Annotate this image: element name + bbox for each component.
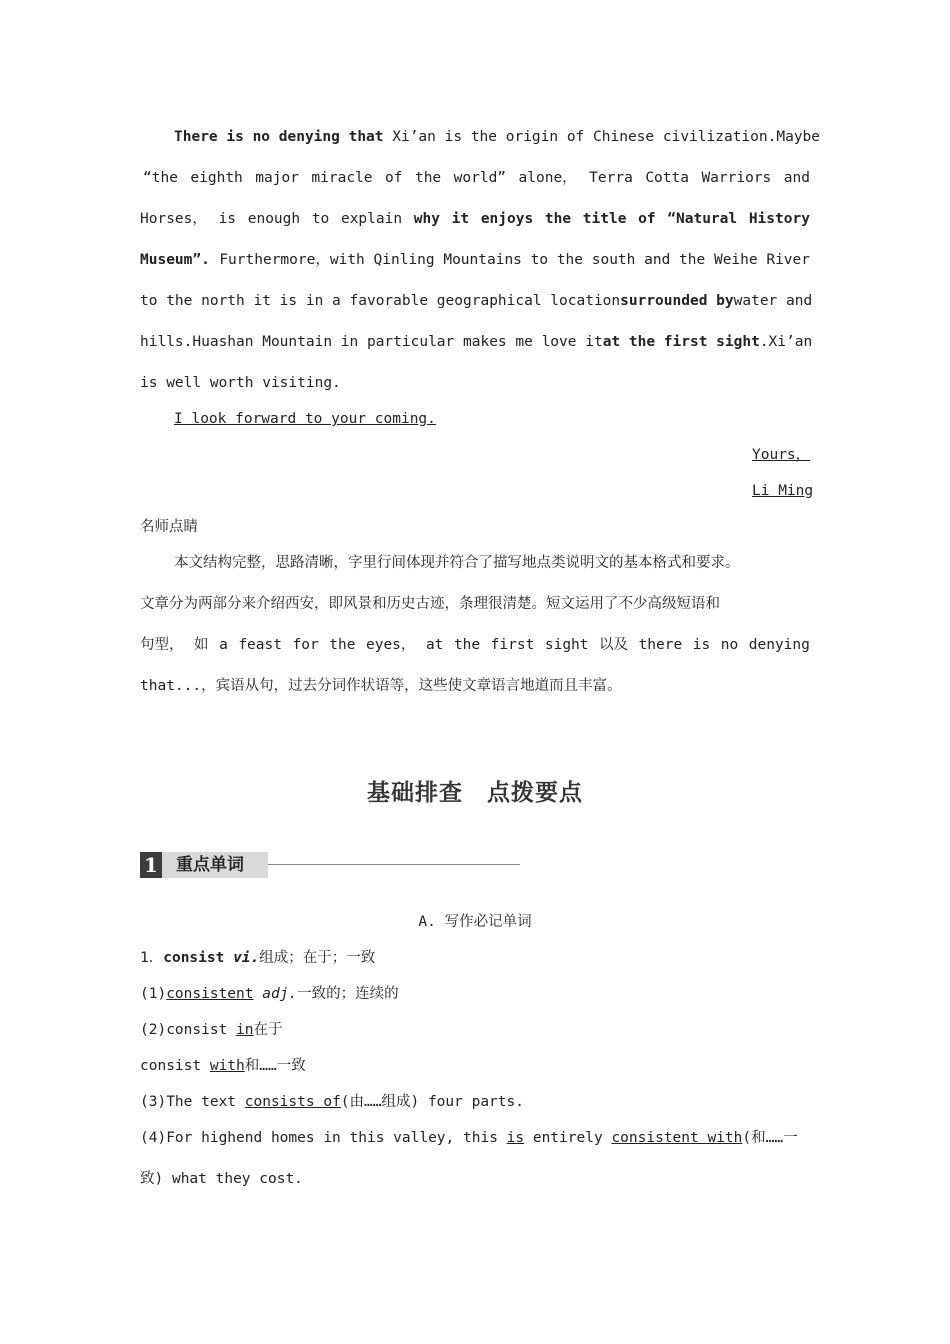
word: the bbox=[453, 637, 481, 653]
word: Cotta bbox=[645, 170, 689, 186]
word: no bbox=[720, 637, 739, 653]
word: the bbox=[544, 211, 572, 227]
word: why bbox=[413, 211, 440, 227]
section-heading: 基础排查 点拨要点 bbox=[367, 780, 583, 806]
word: denying bbox=[748, 637, 810, 653]
answer-blank: consists of bbox=[244, 1094, 341, 1110]
letter-line-4: Museum”. Furthermore，with Qinling Mountains to the south and the Weihe River bbox=[140, 252, 810, 268]
word: enough bbox=[247, 211, 301, 227]
letter-line-7: is well worth visiting. bbox=[140, 375, 341, 391]
word: to bbox=[311, 211, 330, 227]
word: for bbox=[292, 637, 319, 653]
headword: consist bbox=[163, 950, 225, 966]
word: the bbox=[414, 170, 442, 186]
commentary-line-4: that...，宾语从句，过去分词作状语等，这些使文章语言地道而且丰富。 bbox=[140, 678, 622, 694]
answer-blank: consistent with bbox=[611, 1130, 743, 1146]
word: History bbox=[748, 211, 810, 227]
phrase-museum: Museum”. bbox=[140, 252, 210, 268]
letter-line-3 bbox=[140, 209, 810, 229]
word: is bbox=[218, 211, 237, 227]
word: explain bbox=[340, 211, 403, 227]
letter-yours: Yours， bbox=[752, 447, 811, 463]
part-of-speech: vi. bbox=[233, 950, 260, 966]
word: “the bbox=[143, 170, 178, 186]
commentary-line-3 bbox=[140, 635, 810, 655]
section-number: 1 bbox=[140, 852, 162, 878]
letter-line-5: to the north it is in a favorable geographical location surrounded by water and bbox=[140, 293, 813, 309]
letter-signature: Li Ming bbox=[752, 483, 814, 499]
word: the bbox=[329, 637, 356, 653]
word: a bbox=[219, 637, 228, 653]
word: it bbox=[451, 211, 470, 227]
word: feast bbox=[238, 637, 282, 653]
letter-line-2 bbox=[143, 168, 810, 188]
word: alone， bbox=[518, 170, 577, 186]
vocab-item-1: 1．consist vi.组成；在于；一致 bbox=[140, 950, 376, 966]
word: miracle bbox=[311, 170, 373, 186]
word: world” bbox=[453, 170, 507, 186]
vocab-sub-4: (4)For highend homes in this valley, this is entirely consistent with(和……一 bbox=[140, 1130, 798, 1146]
vocab-sub-1: (1)consistent adj.一致的；连续的 bbox=[140, 986, 399, 1002]
commentary-line-2: 文章分为两部分来介绍西安，即风景和历史古迹，条理很清楚。短文运用了不少高级短语和 bbox=[140, 596, 720, 612]
word: Horses， bbox=[140, 211, 207, 227]
commentary-title: 名师点睛 bbox=[140, 519, 198, 535]
word: of bbox=[638, 211, 656, 227]
word: of bbox=[385, 170, 403, 186]
letter-line-6: hills.Huashan Mountain in particular makes me love it at the first sight.Xi’an bbox=[140, 334, 813, 350]
answer-blank: in bbox=[236, 1022, 254, 1038]
answer-blank: is bbox=[506, 1130, 525, 1146]
letter-line-1: There is no denying that Xi’an is the origin of Chinese civilization.Maybe bbox=[174, 129, 821, 145]
vocab-sub-2: (2)consist in在于 bbox=[140, 1022, 283, 1038]
word: is bbox=[692, 637, 711, 653]
word: sight bbox=[544, 637, 589, 653]
answer-blank: with bbox=[209, 1058, 245, 1074]
word: Warriors bbox=[701, 170, 772, 186]
word: major bbox=[255, 170, 299, 186]
word: 如 bbox=[194, 637, 209, 653]
word: there bbox=[638, 637, 683, 653]
word: eighth bbox=[190, 170, 243, 186]
word: 以及 bbox=[599, 637, 629, 653]
word: and bbox=[783, 170, 810, 186]
letter-closing: I look forward to your coming. bbox=[174, 411, 436, 427]
phrase-surrounded-by: surrounded by bbox=[620, 293, 734, 309]
word: “Natural bbox=[667, 211, 738, 227]
word: title bbox=[582, 211, 627, 227]
vocab-sub-2b: consist with和……一致 bbox=[140, 1058, 306, 1074]
answer-blank: consistent bbox=[166, 986, 254, 1002]
word: at bbox=[425, 637, 444, 653]
word: Terra bbox=[589, 170, 633, 186]
word: enjoys bbox=[480, 211, 534, 227]
section-rule bbox=[268, 864, 520, 865]
commentary-line-1: 本文结构完整，思路清晰，字里行间体现并符合了描写地点类说明文的基本格式和要求。 bbox=[174, 555, 740, 571]
vocab-sub-3: (3)The text consists of(由……组成) four parts. bbox=[140, 1094, 524, 1110]
word: eyes， bbox=[365, 637, 416, 653]
phrase-at-the-first-sight: at the first sight bbox=[602, 334, 760, 350]
vocab-sub-4-cont: 致) what they cost. bbox=[140, 1171, 303, 1187]
phrase-there-is-no-denying: There is no denying that bbox=[174, 129, 384, 145]
section-label: 重点单词 bbox=[176, 855, 244, 875]
vocab-subheading: A. 写作必记单词 bbox=[418, 914, 532, 930]
word: first bbox=[490, 637, 535, 653]
word: 句型， bbox=[140, 637, 184, 653]
